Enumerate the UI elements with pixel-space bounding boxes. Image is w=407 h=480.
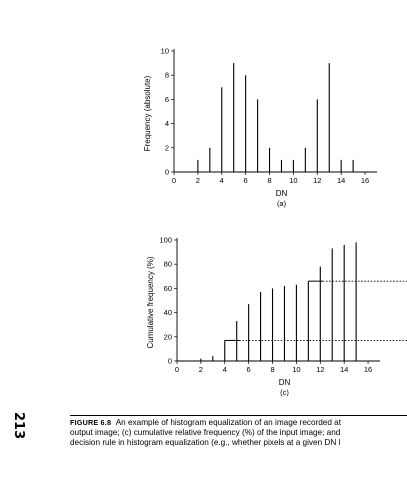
- panel-label: (c): [280, 388, 289, 397]
- y-tick-label: 10: [160, 46, 169, 56]
- x-tick-label: 4: [222, 365, 227, 374]
- x-tick-label: 16: [363, 365, 373, 374]
- x-tick-label: 2: [198, 365, 203, 374]
- x-tick-label: 0: [171, 176, 177, 185]
- x-tick-label: 6: [243, 176, 248, 185]
- caption-line-2: output image; (c) cumulative relative frequency (%) of the input image; and: [70, 428, 341, 437]
- chart-c-cumulative-frequency: [146, 236, 407, 398]
- y-axis-label: Cumulative frequency (%): [146, 256, 155, 349]
- x-tick-label: 14: [337, 176, 346, 185]
- panel-label: (a): [276, 199, 287, 208]
- x-tick-label: 6: [246, 365, 251, 374]
- x-axis-label: DN: [278, 378, 291, 387]
- y-tick-label: 60: [163, 283, 172, 293]
- y-tick-label: 2: [164, 143, 169, 153]
- x-tick-label: 12: [313, 176, 322, 185]
- y-tick-label: 6: [164, 94, 169, 104]
- figure-caption: [70, 415, 407, 448]
- x-axis-label: DN: [275, 189, 288, 198]
- x-tick-label: 8: [270, 365, 275, 374]
- y-tick-label: 100: [159, 235, 172, 245]
- y-tick-label: 0: [167, 356, 172, 366]
- x-tick-label: 14: [340, 365, 349, 374]
- y-tick-label: 4: [164, 119, 169, 129]
- x-tick-label: 4: [219, 176, 224, 185]
- x-tick-label: 16: [360, 176, 370, 185]
- caption-label: FIGURE 6.8: [70, 418, 112, 427]
- x-tick-label: 2: [195, 176, 200, 185]
- x-tick-label: 10: [292, 365, 301, 374]
- y-axis-label: Frequency (absolute): [143, 75, 152, 152]
- y-tick-label: 8: [164, 70, 169, 80]
- x-tick-label: 0: [174, 365, 180, 374]
- caption-line-3: decision rule in histogram equalization (e.g., whether pixels at a given DN l: [70, 438, 341, 447]
- caption-line-1: An example of histogram equalization of an image recorded at: [115, 418, 342, 427]
- x-tick-label: 8: [267, 176, 272, 185]
- x-tick-label: 12: [316, 365, 325, 374]
- y-tick-label: 0: [164, 167, 169, 177]
- y-tick-label: 80: [163, 259, 172, 269]
- chart-a-frequency-histogram: [143, 47, 377, 209]
- page-number: 213: [11, 412, 26, 440]
- y-tick-label: 20: [163, 332, 172, 342]
- y-tick-label: 40: [163, 308, 172, 318]
- x-tick-label: 10: [289, 176, 298, 185]
